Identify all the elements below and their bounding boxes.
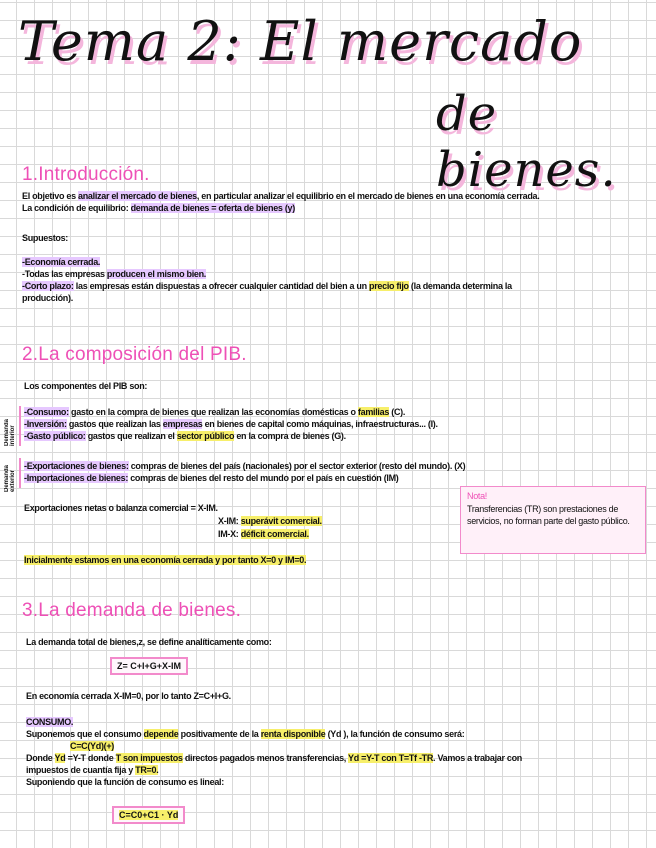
highlight-text: TR=0. (135, 765, 159, 775)
list-item (24, 460, 624, 472)
highlight-text: C=C0+C1 · Yd (119, 810, 179, 820)
highlight-text: Yd (54, 753, 66, 763)
text-line (26, 728, 646, 740)
highlight-text: déficit comercial. (240, 529, 309, 539)
text: compras de bienes del resto del mundo por el país en cuestión (IM) (128, 473, 399, 483)
highlight-text: CONSUMO. (26, 717, 74, 727)
highlight-text: precio fijo (369, 281, 409, 291)
list-item (22, 256, 642, 268)
text: (C). (389, 407, 406, 417)
text: gasto en la compra de bienes que realizan las economías domésticas o (68, 407, 358, 417)
page-title-line2: de bienes. (436, 86, 617, 198)
text: La condición de equilibrio: (22, 203, 131, 213)
highlight-text: -Corto plazo: (22, 281, 74, 291)
brace-exterior (19, 458, 21, 488)
page-title-line1: Tema 2: El mercado (18, 10, 583, 73)
highlight-text: -Exportaciones de bienes: (24, 461, 129, 471)
text: IM-X: (218, 529, 241, 539)
section-heading-intro (22, 164, 150, 186)
list-item (24, 418, 624, 430)
text: , en particular analizar el equilibrio en el mercado de bienes en una economía cerrada. (196, 191, 540, 201)
highlight-text: -Importaciones de bienes: (24, 473, 129, 483)
text: gastos que realizan las (66, 419, 163, 429)
text: en bienes de capital como máquinas, infraestructuras... (I). (202, 419, 438, 429)
text: Suponemos que el consumo (26, 729, 144, 739)
section-heading-demanda-text: 3.La demanda de bienes. (22, 600, 242, 621)
text-line (26, 764, 646, 776)
list-item (24, 472, 624, 484)
highlight-text: familias (357, 407, 390, 417)
brace-interior (19, 406, 21, 446)
demand-definition: La demanda total de bienes,z, se define analíticamente como: (26, 637, 272, 647)
highlight-text: demanda de bienes = oferta de bienes (y) (130, 203, 295, 213)
list-item (22, 280, 642, 292)
highlight-text: -Economía cerrada. (22, 257, 101, 267)
highlight-text: -Consumo: (24, 407, 69, 417)
section-heading-demanda (22, 600, 241, 622)
highlight-text: depende (143, 729, 179, 739)
equation-box-consumption (112, 806, 185, 824)
text-line (26, 740, 646, 752)
highlight-text: sector público (176, 431, 235, 441)
pib-intro: Los componentes del PIB son: (24, 381, 148, 391)
text: impuestos de cuantía fija y (26, 765, 136, 775)
note-body: Transferencias (TR) son prestaciones de servicios, no forman parte del gasto público. (467, 504, 630, 526)
text-line (26, 752, 646, 764)
surplus-line (218, 515, 322, 527)
supuestos-label: Supuestos: (22, 233, 69, 243)
closed-economy-line (24, 554, 306, 566)
highlight-text: T son impuestos (115, 753, 183, 763)
text: (Yd ), la función de consumo será: (325, 729, 465, 739)
supuestos-list (22, 256, 642, 304)
section-heading-pib (22, 344, 247, 366)
intro-line-2 (22, 202, 642, 214)
highlight-text: superávit comercial. (240, 516, 322, 526)
closed-economy-demand: En economía cerrada X-IM=0, por lo tanto Z=C+I+G. (26, 691, 231, 701)
text: =Y-T donde (65, 753, 116, 763)
highlight-text: empresas (162, 419, 203, 429)
intro-line-1 (22, 190, 642, 202)
section-heading-pib-text: 2.La composición del PIB. (22, 344, 247, 365)
highlight-text: Inicialmente estamos en una economía cerrada y por tanto X=0 y IM=0. (24, 555, 307, 565)
highlight-text: -Gasto público: (24, 431, 86, 441)
note-box (460, 486, 646, 554)
list-item (24, 430, 624, 442)
text: positivamente de la (178, 729, 261, 739)
equation-box-demand: Z= C+I+G+X-IM (110, 657, 188, 675)
text: las empresas están dispuestas a ofrecer cualquier cantidad del bien a un (73, 281, 370, 291)
text: directos pagados menos transferencias, (182, 753, 349, 763)
text: compras de bienes del país (nacionales) por el sector exterior (resto del mundo). (X) (128, 461, 466, 471)
net-exports-line: Exportaciones netas o balanza comercial = X-IM. (24, 503, 218, 513)
text: (la demanda determina la (408, 281, 512, 291)
text: producción). (22, 293, 73, 303)
domestic-components (24, 406, 624, 442)
deficit-line (218, 528, 309, 540)
highlight-text: Yd =Y-T con T=Tf -TR (348, 753, 434, 763)
text: en la compra de bienes (G). (234, 431, 346, 441)
text: . Vamos a trabajar con (433, 753, 522, 763)
side-label-interior: Demanda interior (4, 418, 16, 446)
section-heading-intro-text: 1.Introducción. (22, 164, 150, 185)
consumo-heading (26, 716, 73, 728)
consumo-paragraph (26, 728, 646, 788)
list-item (24, 406, 624, 418)
text: -Todas las empresas (22, 269, 107, 279)
text: El objetivo es (22, 191, 79, 201)
text: X-IM: (218, 516, 241, 526)
intro-paragraph (22, 190, 642, 214)
side-label-exterior: Demanda exterior (4, 464, 16, 492)
external-components (24, 460, 624, 484)
highlight-text: -Inversión: (24, 419, 67, 429)
note-title: Nota! (467, 491, 488, 501)
list-item (22, 292, 642, 304)
highlight-text: renta disponible (260, 729, 326, 739)
text: gastos que realizan el (85, 431, 177, 441)
text: Donde (26, 753, 55, 763)
highlight-text: producen el mismo bien. (106, 269, 206, 279)
highlight-text: C=C(Yd)(+) (70, 741, 114, 751)
text: Suponiendo que la función de consumo es lineal: (26, 777, 224, 787)
highlight-text: analizar el mercado de bienes (78, 191, 197, 201)
text-line (26, 776, 646, 788)
list-item (22, 268, 642, 280)
